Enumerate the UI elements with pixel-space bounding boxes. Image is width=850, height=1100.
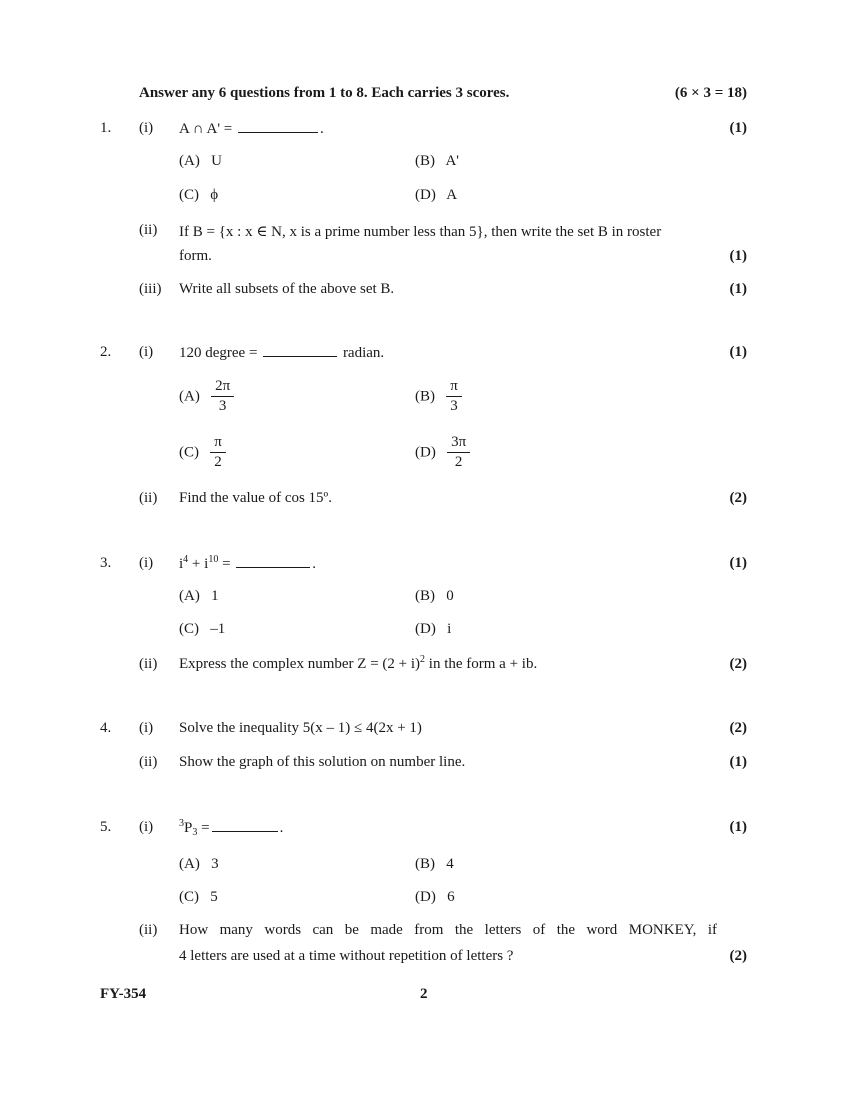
score: (2) (729, 490, 747, 506)
option-d: (D) $\frac{3\pi}{2}$ (415, 434, 470, 472)
answer-blank (238, 120, 318, 133)
question-text: Show the graph of this solution on number line. (179, 754, 466, 770)
question-text (179, 344, 384, 362)
part-label: (ii) (139, 222, 158, 238)
question-number: 1. (100, 120, 112, 136)
question-text: Find the value of cos 15º. (179, 490, 332, 506)
answer-blank (212, 819, 278, 832)
part-label: (i) (139, 819, 154, 835)
option-c: (C) 5 (179, 889, 218, 905)
question-text: $^3P_3$ = . (179, 818, 284, 838)
option-c: (C) $\frac{\pi}{2}$ (179, 434, 226, 472)
page-number: 2 (420, 986, 428, 1002)
part-label: (ii) (139, 754, 158, 770)
instruction-marks: (6 × 3 = 18) (674, 85, 747, 101)
option-c: (C) –1 (179, 621, 226, 637)
option-a: (A) 1 (179, 588, 219, 604)
question-text-after: radian. (342, 345, 385, 361)
part-label: (i) (139, 344, 154, 360)
score: (1) (729, 344, 747, 360)
question-text-before: A ∩ A' = (179, 121, 233, 137)
score: (1) (729, 819, 747, 835)
question-number: 3. (100, 555, 112, 571)
option-b: (B) 4 (415, 856, 454, 872)
option-c: (C) ϕ (179, 187, 219, 203)
question-text: Write all subsets of the above set B. (179, 281, 395, 297)
part-label: (iii) (139, 281, 162, 297)
score: (2) (729, 720, 747, 736)
part-label: (i) (139, 555, 154, 571)
question-text: Solve the inequality 5(x – 1) ≤ 4(2x + 1) (179, 720, 422, 736)
option-d: (D) A (415, 187, 458, 203)
question-text-after: . (320, 121, 324, 137)
question-text-before: 120 degree = (179, 345, 258, 361)
option-b: (B) $\frac{\pi}{3}$ (415, 378, 462, 416)
option-b: (B) 0 (415, 588, 454, 604)
question-text-line1: If B = {x : x ∈ N, x is a prime number less than 5}, then write the set B in roster (179, 224, 662, 240)
question-number: 4. (100, 720, 112, 736)
score: (1) (729, 248, 747, 264)
score: (1) (729, 281, 747, 297)
question-text-line2: 4 letters are used at a time without repetition of letters ? (179, 948, 514, 964)
score: (1) (729, 555, 747, 571)
score: (1) (729, 120, 747, 136)
part-label: (ii) (139, 922, 158, 938)
answer-blank (263, 344, 337, 357)
footer-code: FY-354 (100, 986, 147, 1002)
question-number: 2. (100, 344, 112, 360)
score: (2) (729, 656, 747, 672)
instruction-text: Answer any 6 questions from 1 to 8. Each carries 3 scores. (139, 85, 510, 101)
answer-blank (236, 555, 310, 568)
option-d: (D) 6 (415, 889, 455, 905)
option-d: (D) i (415, 621, 452, 637)
question-text-line1: How many words can be made from the letters of the word MONKEY, if (179, 922, 717, 938)
question-text: $i^4 + i^{10}$ = . (179, 554, 317, 572)
part-label: (ii) (139, 656, 158, 672)
option-b: (B) A' (415, 153, 459, 169)
option-a: (A) 3 (179, 856, 219, 872)
question-text (179, 120, 324, 138)
part-label: (i) (139, 720, 154, 736)
score: (1) (729, 754, 747, 770)
question-text-line2: form. (179, 248, 212, 264)
score: (2) (729, 948, 747, 964)
part-label: (i) (139, 120, 154, 136)
question-number: 5. (100, 819, 112, 835)
option-a: (A) U (179, 153, 222, 169)
option-a: (A) $\frac{2\pi}{3}$ (179, 378, 234, 416)
question-text: Express the complex number $Z = (2 + i)^2$ in the form a + ib. (179, 654, 538, 672)
part-label: (ii) (139, 490, 158, 506)
